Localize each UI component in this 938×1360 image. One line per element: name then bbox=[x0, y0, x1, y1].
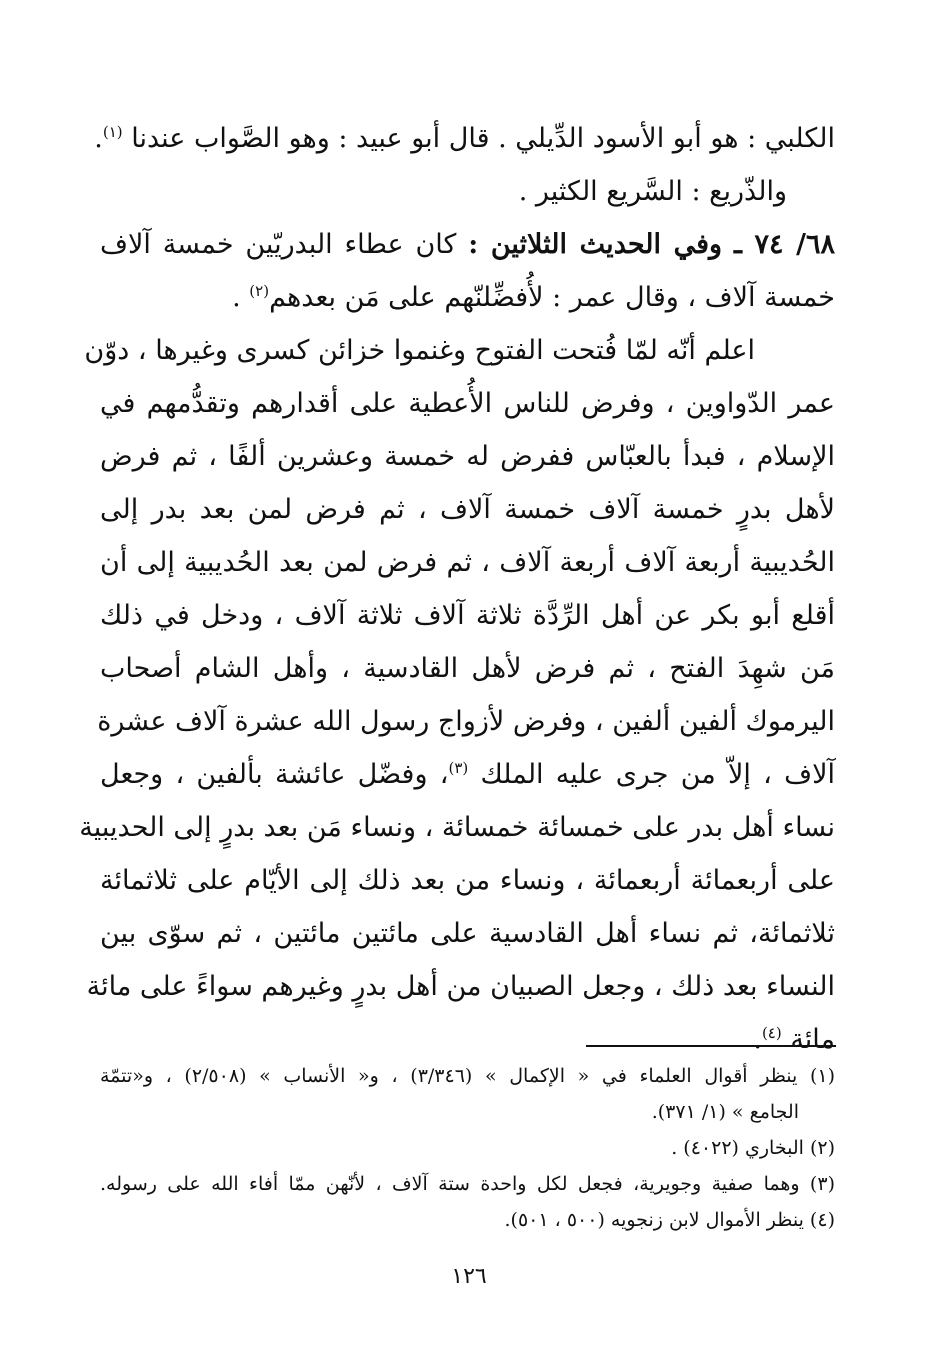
text-line: اليرموك ألفين ألفين ، وفرض لأزواج رسول الله عشرة آلاف عشرة bbox=[97, 706, 835, 737]
main-text bbox=[79, 112, 836, 1066]
text-line: ثلاثمائة، ثم نساء أهل القادسية على مائتين مائتين ، ثم سوّى بين bbox=[100, 918, 835, 949]
text-line: مائة $^{(٤)}$. bbox=[753, 1024, 835, 1055]
footnote-ref: (٣) bbox=[448, 759, 469, 777]
footnote-ref: (٤) bbox=[761, 1024, 782, 1042]
text-line: لأهل بدرٍ خمسة آلاف خمسة آلاف ، ثم فرض لمن بعد بدر إلى bbox=[100, 494, 835, 525]
footnote: (١) ينظر أقوال العلماء في « الإكمال » (٣/٣٤٦) ، و« الأنساب » (٢/٥٠٨) ، و«تتمّة bbox=[100, 1065, 836, 1087]
footnote-continuation: الجامع » (١/ ٣٧١). bbox=[651, 1101, 799, 1123]
text-line: عمر الدّواوين ، وفرض للناس الأُعطية على أقدارهم وتقدُّمهم في bbox=[100, 388, 835, 419]
text-line: آلاف ، إلاّ من جرى عليه الملك $^{(٣)}$، وفضّل عائشة بألفين ، وجعل bbox=[100, 759, 835, 790]
hadith-title: وفي الحديث الثلاثين : bbox=[468, 229, 723, 260]
text-line: النساء بعد ذلك ، وجعل الصبيان من أهل بدرٍ وغيرهم سواءً على مائة bbox=[86, 971, 835, 1002]
text-line: خمسة آلاف ، وقال عمر : لأُفضِّلنّهم على مَن بعدهم$^{(٢)}$ . bbox=[232, 282, 835, 313]
text-line: الكلبي : هو أبو الأسود الدِّيلي . قال أبو عبيد : وهو الصَّواب عندنا $^{(١)}$. bbox=[94, 123, 835, 154]
footnotes bbox=[100, 1058, 835, 1238]
hadith-number: ٦٨/ ٧٤ ـ bbox=[733, 229, 836, 260]
text-line: مَن شهِدَ الفتح ، ثم فرض لأهل القادسية ، وأهل الشام أصحاب bbox=[100, 653, 835, 684]
text-line: اعلم أنّه لمّا فُتحت الفتوح وغنموا خزائن كسرى وغيرها ، دوّن bbox=[84, 335, 755, 366]
footnote: (٢) البخاري (٤٠٢٢) . bbox=[671, 1137, 835, 1159]
text-line: والذّريع : السَّريع الكثير . bbox=[518, 176, 787, 207]
footnote: (٣) وهما صفية وجويرية، فجعل لكل واحدة ستة آلاف ، لأنّهن ممّا أفاء الله على رسوله. bbox=[100, 1173, 835, 1195]
text-line: على أربعمائة أربعمائة ، ونساء من بعد ذلك إلى الأيّام على ثلاثمائة bbox=[100, 865, 835, 896]
footnote-ref: (٢) bbox=[249, 282, 270, 300]
text-line: نساء أهل بدر على خمسائة خمسائة ، ونساء مَن بعد بدرٍ إلى الحديبية bbox=[79, 812, 835, 843]
hadith-heading-line: ٦٨/ ٧٤ ـ وفي الحديث الثلاثين : كان عطاء البدريّين خمسة آلاف bbox=[100, 229, 836, 260]
footnote-divider bbox=[586, 1045, 836, 1047]
text-line: الحُديبية أربعة آلاف أربعة آلاف ، ثم فرض لمن بعد الحُديبية إلى أن bbox=[100, 547, 835, 578]
text-line: أقلع أبو بكر عن أهل الرِّدَّة ثلاثة آلاف ثلاثة آلاف ، ودخل في ذلك bbox=[100, 600, 835, 631]
footnote-ref: (١) bbox=[102, 123, 123, 141]
footnote: (٤) ينظر الأموال لابن زنجويه (٥٠٠ ، ٥٠١). bbox=[504, 1209, 835, 1231]
text-line: الإسلام ، فبدأ بالعبّاس ففرض له خمسة وعشرين ألفًا ، ثم فرض bbox=[100, 441, 835, 472]
page-number: ١٢٦ bbox=[451, 1264, 487, 1289]
